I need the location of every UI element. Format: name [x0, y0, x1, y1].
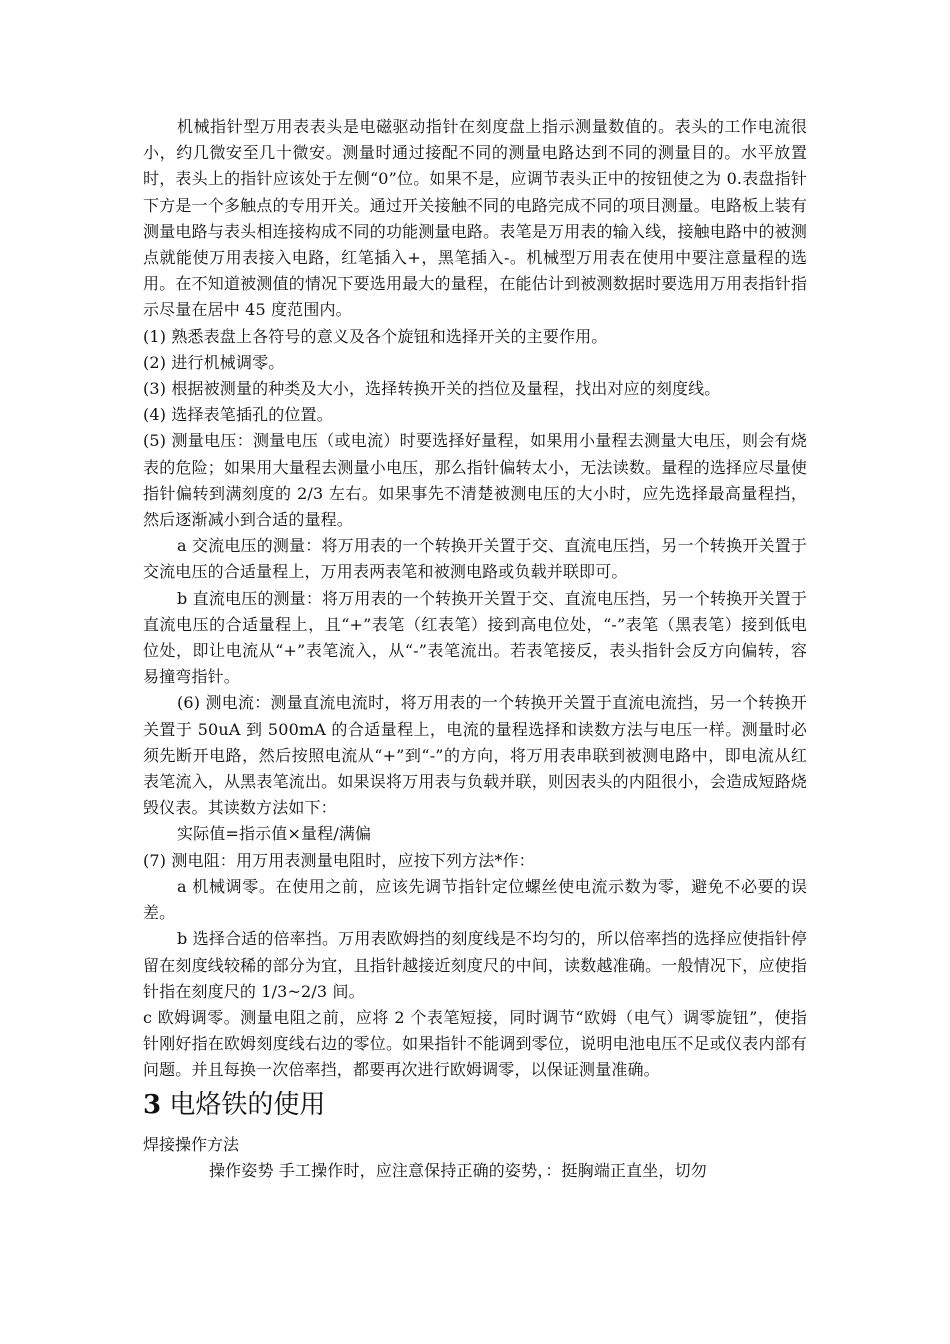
dc-voltage-paragraph: b 直流电压的测量：将万用表的一个转换开关置于交、直流电压挡，另一个转换开关置于直流电压的合适量程上，且“+”表笔（红表笔）接到高电位处，“-”表笔（黑表笔）接到低电位处，即让电流从“+”表笔流入，从“-”表笔流出。若表笔接反，表头指针会反方向偏转，容易撞弯指针。 [143, 588, 807, 687]
range-select-paragraph: b 选择合适的倍率挡。万用表欧姆挡的刻度线是不均匀的，所以倍率挡的选择应使指针停留在刻度线较稀的部分为宜，且指针越接近刻度尺的中间，读数越准确。一般情况下，应使指针指在刻度尺的 1/3~2/3 间。 [143, 929, 807, 1001]
section-title: 电烙铁的使用 [169, 1089, 326, 1120]
ac-voltage-paragraph: a 交流电压的测量：将万用表的一个转换开关置于交、直流电压挡，另一个转换开关置于交流电压的合适量程上，万用表两表笔和被测电路或负载并联即可。 [143, 536, 807, 582]
step-3: (3) 根据被测量的种类及大小，选择转换开关的挡位及量程，找出对应的刻度线。 [143, 379, 721, 399]
intro-paragraph: 机械指针型万用表表头是电磁驱动指针在刻度盘上指示测量数值的。表头的工作电流很小，约几微安至几十微安。测量时通过接配不同的测量电路达到不同的测量目的。水平放置时，表头上的指针应该处于左侧“0”位。如果不是，应调节表头正中的按钮使之为 0.表盘指针下方是一个多触点的专用开关。通过开关接触不同的电路完成不同的项目测量。电路板上装有测量电路与表头相连接构成不同的功能测量电路。表笔是万用表的输入线，接触电路中的被测点就能使万用表接入电路，红笔插入+，黑笔插入-。机械型万用表在使用中要注意量程的选用。在不知道被测值的情况下要选用最大的量程，在能估计到被测数据时要选用万用表指针指示尽量在居中 45 度范围内。 [143, 117, 807, 320]
step-7-resistance: (7) 测电阻：用万用表测量电阻时，应按下列方法*作： [143, 850, 535, 870]
step-1: (1) 熟悉表盘上各符号的意义及各个旋钮和选择开关的主要作用。 [143, 326, 608, 346]
reading-formula: 实际值=指示值×量程/满偏 [177, 824, 372, 844]
ohm-zero-paragraph: c 欧姆调零。测量电阻之前，应将 2 个表笔短接，同时调节“欧姆（电气）调零旋钮”，使指针刚好指在欧姆刻度线右边的零位。如果指针不能调到零位，说明电池电压不足或仪表内部有问题。并且每换一次倍率挡，都要再次进行欧姆调零，以保证测量准确。 [143, 1007, 807, 1080]
subheading: 焊接操作方法 [143, 1134, 240, 1154]
document-body [143, 114, 807, 1184]
section-heading [143, 1088, 807, 1122]
posture-paragraph: 操作姿势 手工操作时，应注意保持正确的姿势，：挺胸端正直坐，切勿 [209, 1160, 707, 1180]
mechanical-zero-paragraph: a 机械调零。在使用之前，应该先调节指针定位螺丝使电流示数为零，避免不必要的误差。 [143, 876, 807, 923]
section-number: 3 [143, 1089, 162, 1120]
step-5-voltage: (5) 测量电压：测量电压（或电流）时要选择好量程，如果用小量程去测量大电压，则会有烧表的危险；如果用大量程去测量小电压，那么指针偏转太小，无法读数。量程的选择应尽量使指针偏转到满刻度的 2/3 左右。如果事先不清楚被测电压的大小时，应先选择最高量程挡，然后逐渐减小到合适的量程。 [143, 431, 807, 530]
step-6-current: (6) 测电流：测量直流电流时，将万用表的一个转换开关置于直流电流挡，另一个转换开关置于 50uA 到 500mA 的合适量程上，电流的量程选择和读数方法与电压一样。测量时必须先断开电路，然后按照电流从“+”到“-”的方向，将万用表串联到被测电路中，即电流从红表笔流入，从黑表笔流出。如果误将万用表与负载并联，则因表头的内阻很小，会造成短路烧毁仪表。其读数方法如下： [143, 693, 807, 818]
step-4: (4) 选择表笔插孔的位置。 [143, 405, 333, 425]
step-2: (2) 进行机械调零。 [143, 352, 285, 372]
